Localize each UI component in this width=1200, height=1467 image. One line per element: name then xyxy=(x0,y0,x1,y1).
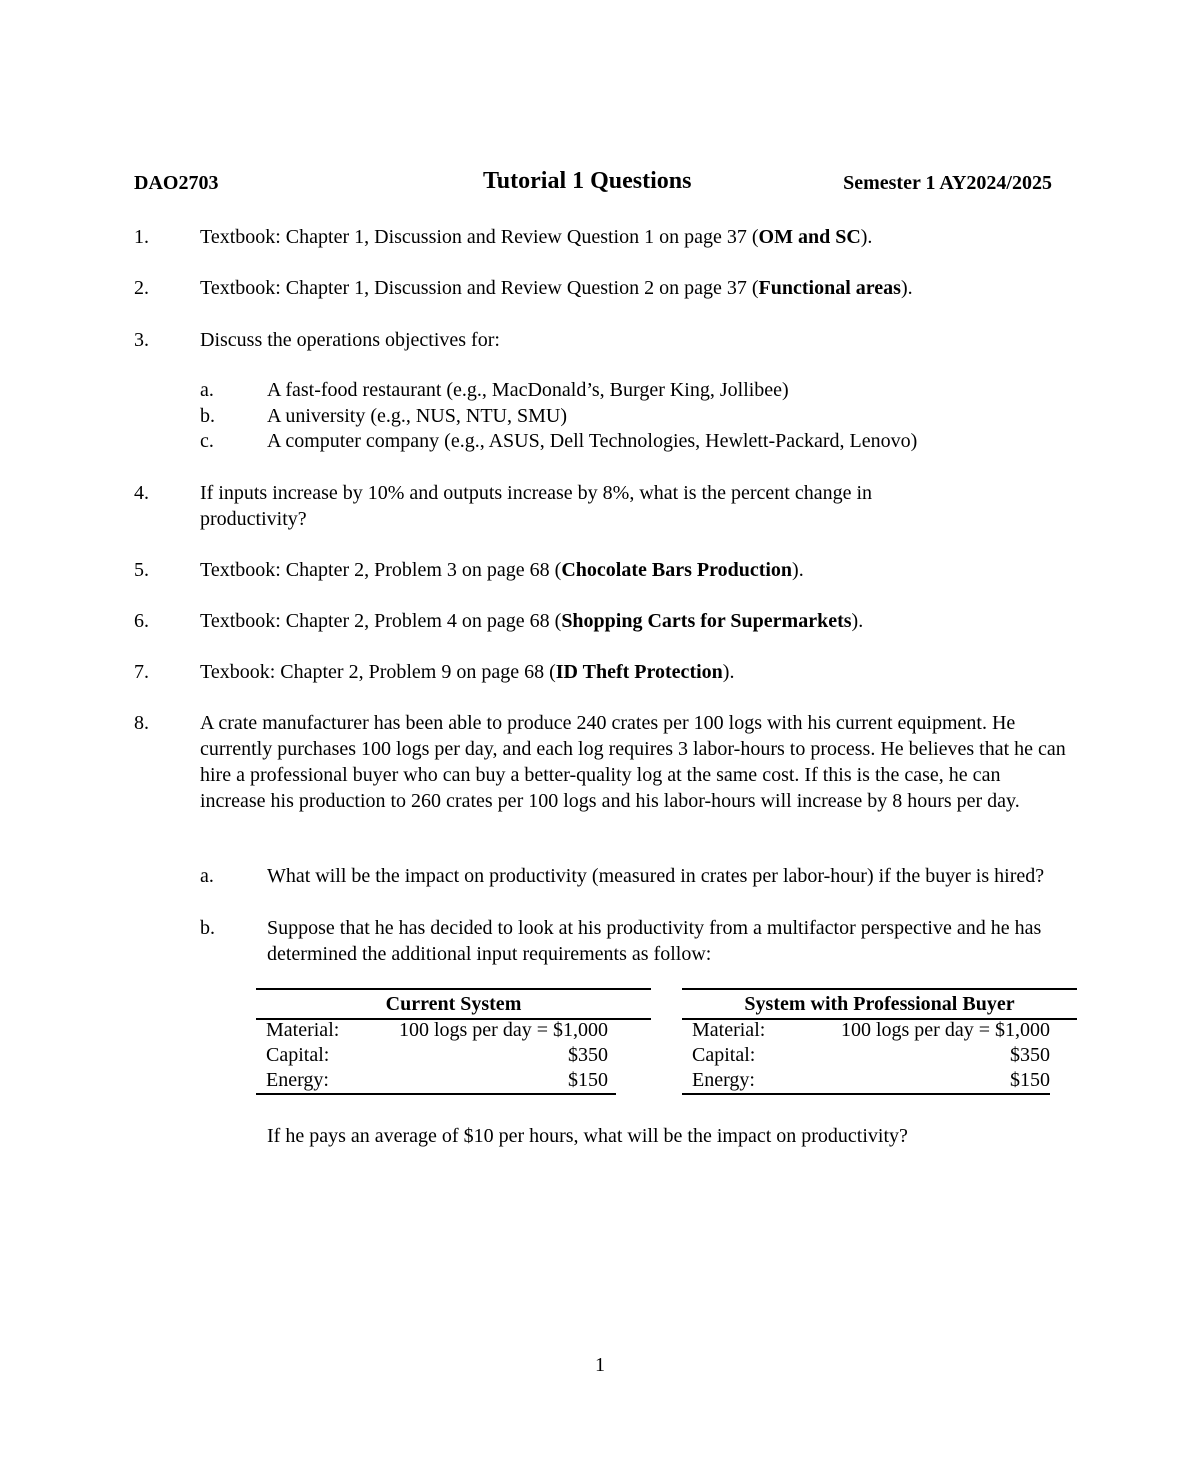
sub-question-letter: c. xyxy=(200,430,214,452)
sub-question-letter: a. xyxy=(200,379,214,401)
question-text: Textbook: Chapter 2, Problem 3 on page 68 (Chocolate Bars Production). xyxy=(200,559,804,581)
question-topic: Chocolate Bars Production xyxy=(561,559,793,581)
row-value: $150 xyxy=(1010,1069,1050,1091)
table-row xyxy=(266,1043,608,1068)
question-topic: Functional areas xyxy=(758,277,901,299)
question-text: If inputs increase by 10% and outputs increase by 8%, what is the percent change in productivity? xyxy=(200,482,873,530)
table-row xyxy=(266,1018,608,1043)
table-bottom-rule xyxy=(256,1093,616,1095)
question-text: Textbook: Chapter 1, Discussion and Review Question 2 on page 37 (Functional areas). xyxy=(200,277,913,299)
row-label: Capital: xyxy=(266,1044,330,1066)
table-row xyxy=(266,1068,608,1093)
sub-question-letter: b. xyxy=(200,405,215,427)
table-bottom-rule xyxy=(682,1093,1050,1095)
table-row xyxy=(692,1043,1050,1068)
page-title: Tutorial 1 Questions xyxy=(483,168,692,194)
question-number: 8. xyxy=(134,712,149,734)
row-label: Material: xyxy=(266,1019,340,1041)
row-label: Energy: xyxy=(692,1069,755,1091)
question-number: 2. xyxy=(134,277,149,299)
row-label: Material: xyxy=(692,1019,766,1041)
sub-question-text: A computer company (e.g., ASUS, Dell Technologies, Hewlett-Packard, Lenovo) xyxy=(267,430,918,452)
sub-question-letter: b. xyxy=(200,917,215,939)
row-value: $150 xyxy=(568,1069,608,1091)
question-text: A crate manufacturer has been able to produce 240 crates per 100 logs with his current equipment. He currently purchases 100 logs per day, and each log requires 3 labor-hours to process. He believes that he can hire a professional buyer who can buy a better-quality log at the same cost. If this is the case, he can increase his production to 260 crates per 100 logs and his labor-hours will increase by 8 hours per day. xyxy=(200,712,1066,812)
sub-question-text: A fast-food restaurant (e.g., MacDonald’s, Burger King, Jollibee) xyxy=(267,379,789,401)
row-value: $350 xyxy=(1010,1044,1050,1066)
table-header: System with Professional Buyer xyxy=(682,988,1077,1020)
row-label: Capital: xyxy=(692,1044,756,1066)
closing-question-text: If he pays an average of $10 per hours, what will be the impact on productivity? xyxy=(267,1125,908,1147)
question-text: Texbook: Chapter 2, Problem 9 on page 68 (ID Theft Protection). xyxy=(200,661,735,683)
table-row xyxy=(692,1018,1050,1043)
semester-label: Semester 1 AY2024/2025 xyxy=(843,172,1052,194)
question-topic: ID Theft Protection xyxy=(555,661,723,683)
question-text: Discuss the operations objectives for: xyxy=(200,329,500,351)
table-row xyxy=(692,1068,1050,1093)
course-code: DAO2703 xyxy=(134,172,219,194)
sub-question-text: What will be the impact on productivity (measured in crates per labor-hour) if the buyer is hired? xyxy=(267,865,1045,887)
sub-question-letter: a. xyxy=(200,865,214,887)
row-value: 100 logs per day = $1,000 xyxy=(840,1019,1050,1041)
page-number: 1 xyxy=(595,1354,605,1376)
sub-question-text: A university (e.g., NUS, NTU, SMU) xyxy=(267,405,567,427)
document-header xyxy=(134,168,1052,198)
question-number: 6. xyxy=(134,610,149,632)
question-number: 1. xyxy=(134,226,149,248)
row-label: Energy: xyxy=(266,1069,329,1091)
question-topic: Shopping Carts for Supermarkets xyxy=(561,610,852,632)
sub-question-text: Suppose that he has decided to look at his productivity from a multifactor perspective and he has determined the additional input requirements as follow: xyxy=(267,917,1042,965)
question-text: Textbook: Chapter 1, Discussion and Review Question 1 on page 37 (OM and SC). xyxy=(200,226,873,248)
question-number: 4. xyxy=(134,482,149,504)
row-value: 100 logs per day = $1,000 xyxy=(398,1019,608,1041)
question-number: 5. xyxy=(134,559,149,581)
question-text: Textbook: Chapter 2, Problem 4 on page 68 (Shopping Carts for Supermarkets). xyxy=(200,610,864,632)
question-number: 7. xyxy=(134,661,149,683)
question-number: 3. xyxy=(134,329,149,351)
table-header: Current System xyxy=(256,988,651,1020)
question-topic: OM and SC xyxy=(758,226,861,248)
row-value: $350 xyxy=(568,1044,608,1066)
